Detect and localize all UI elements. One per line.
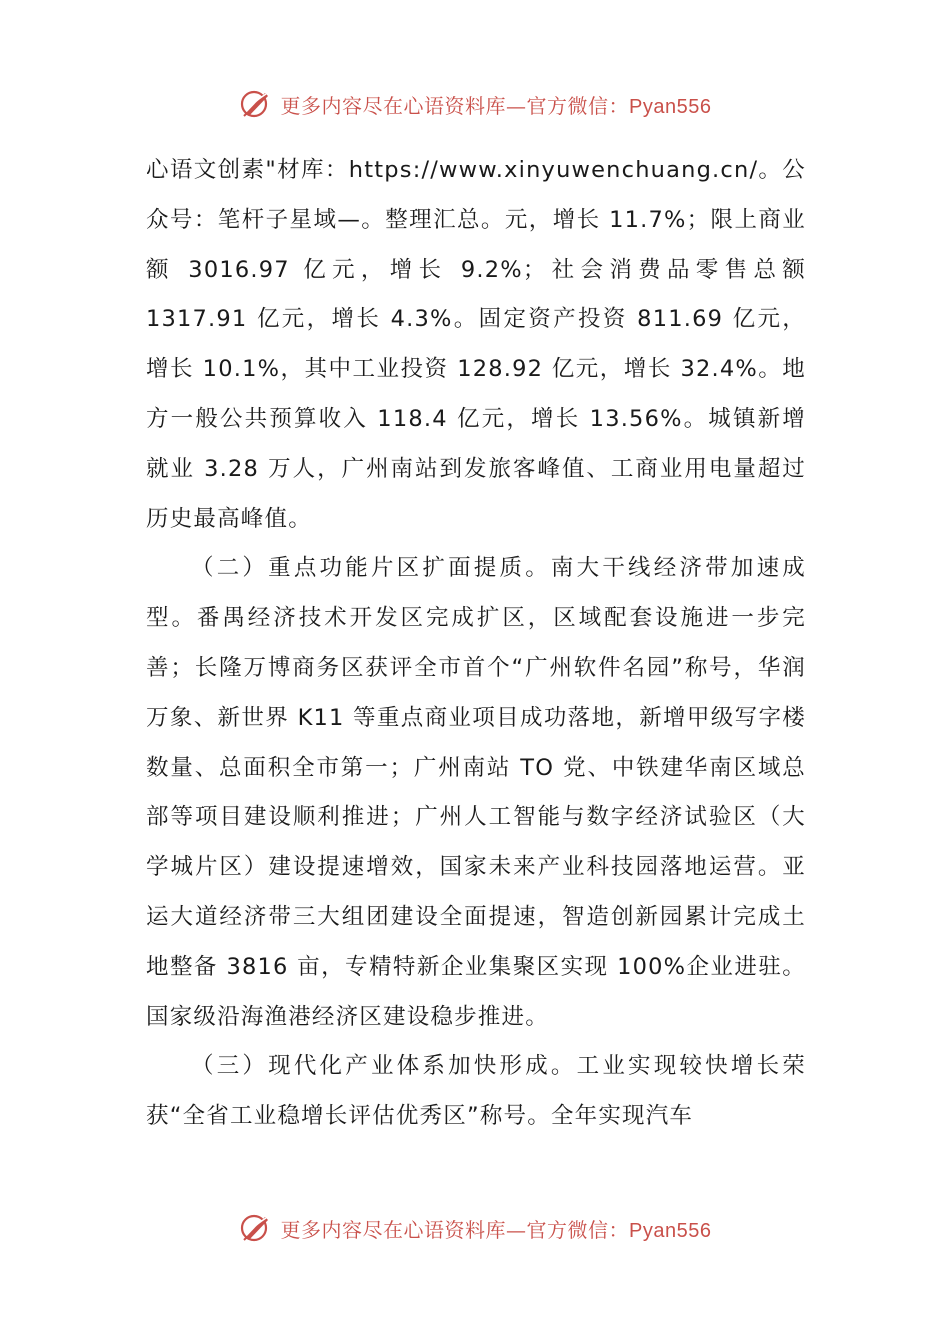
paragraph-1: 心语文创素"材库：https://www.xinyuwenchuang.cn/。公众号：笔杆子星域—。整理汇总。元，增长 11.7%；限上商业额 3016.97 亿元，增长 9.2%；社会消费品零售总额 1317.91 亿元，增长 4.3%。固定资产投资 811.69 亿元，增长 10.1%，其中工业投资 128.92 亿元，增长 32.4%。地方一般公共预算收入 118.4 亿元，增长 13.56%。城镇新增就业 3.28 万人，广州南站到发旅客峰值、工商业用电量超过历史最高峰值。 xyxy=(146,157,806,532)
paragraph-3: （三）现代化产业体系加快形成。工业实现较快增长荣获“全省工业稳增长评估优秀区”称号。全年实现汽车 xyxy=(146,1053,806,1130)
paragraph-2: （二）重点功能片区扩面提质。南大干线经济带加速成型。番禺经济技术开发区完成扩区，区域配套设施进一步完善；长隆万博商务区获评全市首个“广州软件名园”称号，华润万象、新世界 K11 等重点商业项目成功落地，新增甲级写字楼数量、总面积全市第一；广州南站 TO 党、中铁建华南区域总部等项目建设顺利推进；广州人工智能与数字经济试验区（大学城片区）建设提速增效，国家未来产业科技园落地运营。亚运大道经济带三大组团建设全面提速，智造创新园累计完成土地整备 3816 亩，专精特新企业集聚区实现 100%企业进驻。国家级沿海渔港经济区建设稳步推进。 xyxy=(146,555,806,1030)
document-body xyxy=(146,146,806,1142)
quill-logo-icon xyxy=(239,87,273,121)
header-watermark xyxy=(0,84,950,124)
watermark-wechat-id: Pyan556 xyxy=(629,95,712,118)
watermark-text: 更多内容尽在心语资料库—官方微信：Pyan556 xyxy=(280,1217,712,1242)
watermark-wechat-id: Pyan556 xyxy=(629,1219,712,1242)
quill-logo-icon xyxy=(239,1211,273,1245)
footer-watermark xyxy=(0,1208,950,1248)
watermark-text: 更多内容尽在心语资料库—官方微信：Pyan556 xyxy=(280,93,712,118)
